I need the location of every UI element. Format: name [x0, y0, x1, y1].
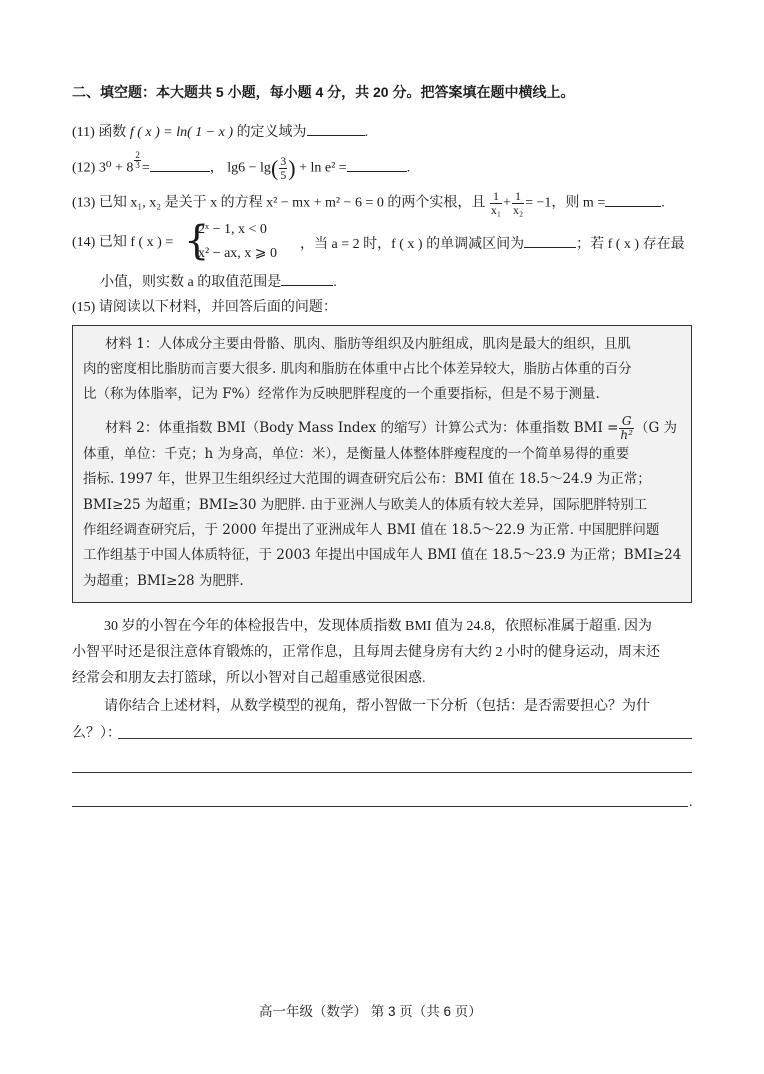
material-line: BMI≥25 为超重；BMI≥30 为肥胖. 由于亚洲人与欧美人的体质有较大差异，国际肥胖特别工: [83, 497, 648, 513]
material-line: [105, 415, 677, 442]
question-text: 的定义域为: [236, 125, 307, 140]
question-text: ；若 f ( x ) 存在最: [576, 237, 685, 252]
question-text: ，当 a = 2 时，f ( x ) 的单调减区间为: [300, 237, 525, 252]
material-line: 比（称为体脂率，记为 F%）经常作为反映肥胖程度的一个重要指标，但是不易于测量.: [83, 386, 600, 402]
prompt-line: 请你结合上述材料，从数学模型的视角，帮小智做一下分析（包括：是否需要担心？为什: [104, 699, 650, 714]
math-expression: f ( x ) = ln( 1 − x ): [129, 125, 234, 140]
material-line: 工作组基于中国人体质特征，于 2003 年提出中国成年人 BMI 值在 18.5～23.9 为正常；BMI≥24: [83, 547, 682, 563]
fraction-numerator: 3: [280, 153, 287, 168]
period: .: [661, 195, 665, 211]
material-box: [72, 325, 692, 603]
page-footer: 高一年级（数学） 第 3 页（共 6 页）: [259, 1004, 482, 1019]
material-text: 材料 2：体重指数 BMI（Body Mass Index 的缩写）计算公式为：体重指数 BMI =: [105, 420, 619, 436]
equals: =: [141, 160, 150, 176]
question-number: (15): [72, 300, 96, 315]
answer-line[interactable]: [118, 738, 692, 739]
answer-blank[interactable]: [281, 271, 333, 286]
answer-line[interactable]: [72, 772, 692, 773]
piecewise-case-2: x² − ax, x ⩾ 0: [198, 246, 278, 261]
section-heading: 二、填空题：本大题共 5 小题，每小题 4 分，共 20 分。把答案填在题中横线上。: [72, 84, 575, 100]
answer-blank[interactable]: [307, 121, 365, 136]
period: .: [333, 275, 337, 290]
answer-blank[interactable]: [605, 192, 661, 207]
question-text: = −1，则 m =: [525, 195, 606, 211]
story-line: 小智平时还是很注意体育锻炼的，正常作息，且每周去健身房有大约 2 小时的健身运动，周末还: [72, 645, 660, 660]
fraction-numerator: 1: [490, 190, 502, 204]
question-number: (13): [72, 195, 96, 211]
question-14: [72, 233, 173, 253]
period: .: [406, 160, 411, 176]
math-expression: + ln e² =: [299, 160, 347, 176]
math-expression: 3⁰ + 8: [98, 160, 134, 176]
material-line: 指标. 1997 年，世界卫生组织经过大范围的调查研究后公布：BMI 值在 18.5～24.9 为正常；: [83, 471, 651, 487]
prompt-line: 么？）：: [72, 726, 121, 741]
story-line: 30 岁的小智在今年的体检报告中，发现体质指数 BMI 值为 24.8，依照标准属于超重. 因为: [104, 619, 652, 634]
fraction-denominator: x₂: [512, 203, 524, 217]
question-14-line2: [100, 271, 337, 293]
question-text: 已知 x₁, x₂ 是关于 x 的方程 x² − mx + m² − 6 = 0 的两个实根，且: [98, 195, 486, 211]
piecewise-case-1: 2ˣ − 1, x < 0: [198, 222, 267, 237]
plus: +: [503, 195, 511, 211]
question-text: 小值，则实数 a 的取值范围是: [100, 275, 282, 290]
question-14-text: [300, 233, 685, 255]
question-11: [72, 121, 368, 143]
fraction-denominator: x₁: [490, 203, 502, 217]
fraction-denominator: h²: [620, 428, 633, 442]
exponent-numerator: 2: [135, 150, 140, 160]
period: .: [689, 795, 693, 810]
material-line: 肉的密度相比脂肪而言要大很多. 肌肉和脂肪在体重中占比个体差异较大，脂肪占体重的百分: [83, 361, 632, 377]
answer-blank[interactable]: [524, 233, 576, 248]
question-13: [72, 190, 665, 217]
fraction-numerator: G: [619, 415, 634, 429]
piecewise-brace: {: [184, 218, 210, 264]
period: .: [364, 125, 369, 140]
question-15: [72, 298, 337, 318]
material-line: 体重，单位：千克；h 为身高，单位：米），是衡量人体整体胖瘦程度的一个简单易得的重要: [83, 446, 630, 462]
fraction-numerator: 1: [512, 190, 524, 204]
story-line: 经常会和朋友去打篮球，所以小智对自己超重感觉很困惑.: [72, 671, 426, 686]
question-number: (11): [72, 125, 95, 140]
answer-blank[interactable]: [150, 157, 210, 172]
material-line: 作组经调查研究后，于 2000 年提出了亚洲成年人 BMI 值在 18.5～22.9 为正常. 中国肥胖问题: [83, 522, 660, 538]
question-number: (14): [72, 235, 96, 250]
question-text: 请阅读以下材料，并回答后面的问题：: [98, 300, 337, 315]
answer-blank[interactable]: [347, 157, 407, 172]
question-text: 函数: [98, 125, 127, 140]
math-expression: lg6 − lg: [227, 160, 271, 176]
question-text: 已知 f ( x ) =: [98, 235, 174, 250]
material-line: 材料 1：人体成分主要由骨骼、肌肉、脂肪等组织及内脏组成，肌肉是最大的组织，且肌: [105, 336, 631, 352]
exponent-denominator: 3: [135, 160, 140, 170]
question-12: (12) 3⁰ + 8 $^{\frac{2}{3}}$ = ， lg6 − lg( $\frac{3}{5}$ ) + ln e² = .: [72, 150, 411, 182]
answer-line[interactable]: [72, 806, 688, 807]
question-number: (12): [72, 160, 96, 176]
material-text: （G 为: [634, 420, 678, 436]
comma: ，: [209, 160, 224, 176]
fraction-denominator: 5: [280, 167, 287, 182]
material-line: 为超重；BMI≥28 为肥胖.: [83, 573, 244, 589]
